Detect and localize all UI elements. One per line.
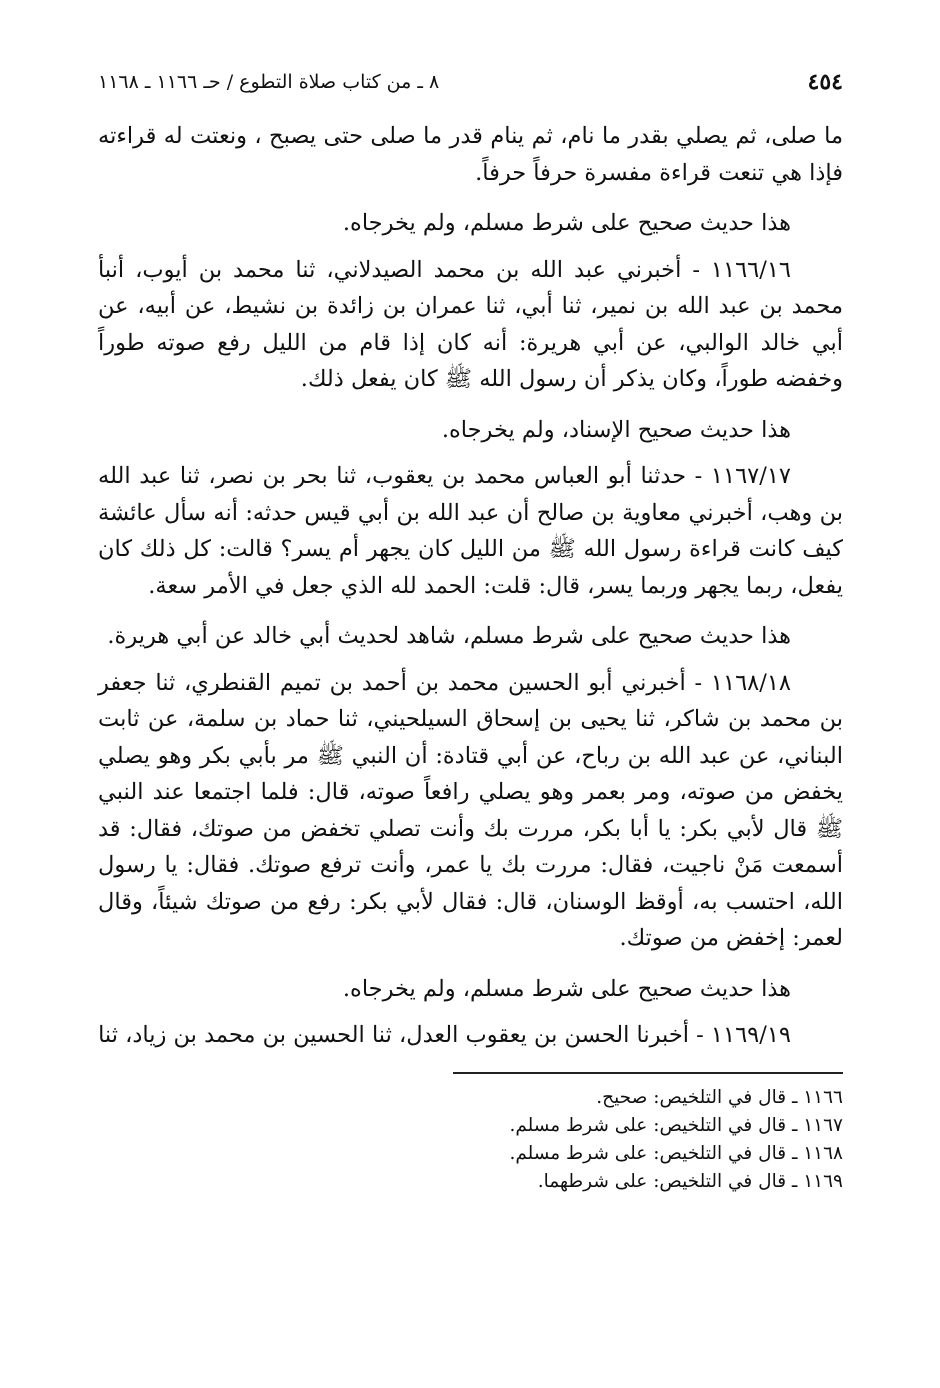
verdict-1166-prev: هذا حديث صحيح على شرط مسلم، ولم يخرجاه. <box>342 210 791 236</box>
footnote-1167: ١١٦٧ ـ قال في التلخيص: على شرط مسلم. <box>509 1114 843 1136</box>
hadith-1168: ١١٦٨/١٨ - أخبرني أبو الحسين محمد بن أحمد بن تميم القنطري، ثنا جعفر بن محمد بن شاكر، ثنا يحيى بن إسحاق السيلحيني، ثنا حماد بن سلمة، عن ثابت البناني، عن عبد الله بن رباح، عن أبي قتادة: أن النبي ﷺ مر بأبي بكر وهو يصلي يخفض من صوته، ومر بعمر وهو يصلي رافعاً صوته، قال: فلما اجتمعا عند النبي ﷺ قال لأبي بكر: يا أبا بكر، مررت بك وأنت تصلي تخفض من صوتك، فقال: قد أسمعت مَنْ ناجيت، فقال: مررت بك يا عمر، وأنت ترفع صوتك. فقال: يا رسول الله، احتسب به، أوقظ الوسنان، قال: فقال لأبي بكر: رفع من صوتك شيئاً، وقال لعمر: إخفض من صوتك. <box>98 669 843 951</box>
book-page <box>98 62 843 1312</box>
main-text <box>98 118 843 1054</box>
paragraph-continuation: ما صلى، ثم يصلي بقدر ما نام، ثم ينام قدر ما صلى حتى يصبح ، ونعتت له قراءته فإذا هي تنعت قراءة مفسرة حرفاً حرفاً. <box>98 123 843 186</box>
hadith-1169: ١١٦٩/١٩ - أخبرنا الحسن بن يعقوب العدل، ثنا الحسين بن محمد بن زياد، ثنا <box>98 1022 791 1048</box>
verdict-1168: هذا حديث صحيح على شرط مسلم، ولم يخرجاه. <box>342 975 791 1002</box>
verdict-1167: هذا حديث صحيح على شرط مسلم، شاهد لحديث أبي خالد عن أبي هريرة. <box>107 623 791 649</box>
hadith-1166: ١١٦٦/١٦ - أخبرني عبد الله بن محمد الصيدلاني، ثنا محمد بن أيوب، أنبأ محمد بن عبد الله بن نمير، ثنا أبي، ثنا عمران بن زائدة بن نشيط، عن أبيه، عن أبي خالد الوالبي، عن أبي هريرة: أنه كان إذا قام من الليل رفع صوته طوراً وخفضه طوراً، وكان يذكر أن رسول الله ﷺ كان يفعل ذلك. <box>98 256 843 392</box>
footnote-1168: ١١٦٨ ـ قال في التلخيص: على شرط مسلم. <box>509 1142 843 1164</box>
footnotes <box>98 1084 843 1196</box>
hadith-1167: ١١٦٧/١٧ - حدثنا أبو العباس محمد بن يعقوب، ثنا بحر بن نصر، ثنا عبد الله بن وهب، أخبرني معاوية بن صالح أن عبد الله بن أبي قيس حدثه: أنه سأل عائشة كيف كانت قراءة رسول الله ﷺ من الليل كان يجهر أم يسر؟ قالت: كل ذلك كان يفعل، ربما يجهر وربما يسر، قال: قلت: الحمد لله الذي جعل في الأمر سعة. <box>98 463 843 599</box>
footnote-1169: ١١٦٩ ـ قال في التلخيص: على شرطهما. <box>537 1170 843 1192</box>
footnote-divider <box>453 1072 843 1074</box>
running-title: ٨ ـ من كتاب صلاة التطوع / حـ ١١٦٦ ـ ١١٦٨ <box>98 71 440 93</box>
page-header <box>98 62 843 102</box>
verdict-1166: هذا حديث صحيح الإسناد، ولم يخرجاه. <box>441 416 791 443</box>
footnote-1166: ١١٦٦ ـ قال في التلخيص: صحيح. <box>596 1086 843 1108</box>
page-number: ٤٥٤ <box>807 69 843 95</box>
